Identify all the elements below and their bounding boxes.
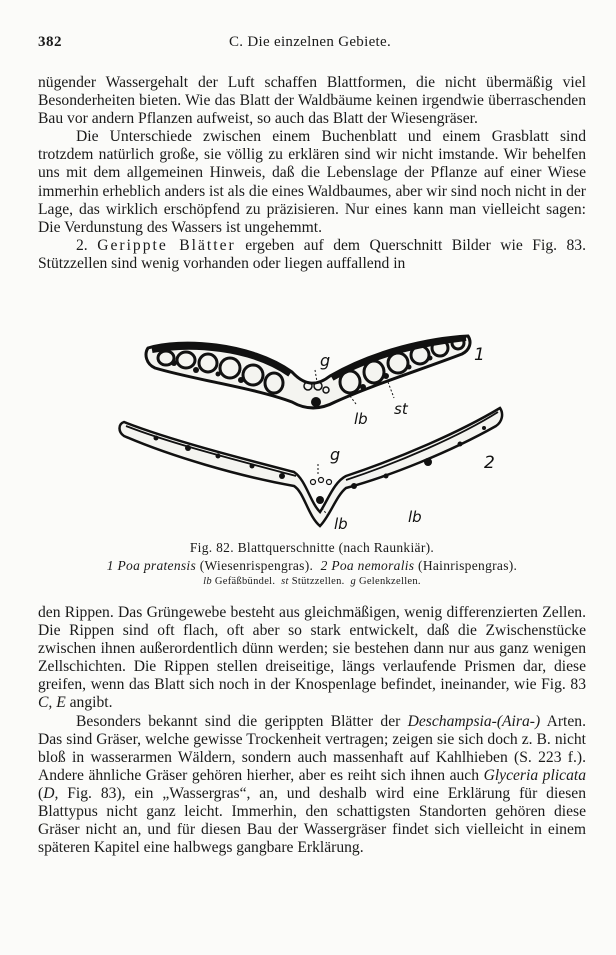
figure-caption-title: Fig. 82. Blattquerschnitte (nach Raunkiär). bbox=[189, 540, 435, 555]
leaf-section-1 bbox=[146, 336, 470, 408]
text-block-top bbox=[38, 74, 586, 273]
figure-leaf-cross-sections bbox=[110, 330, 510, 535]
text-block-bottom bbox=[38, 604, 586, 857]
paragraph-rest: ergeben auf dem Querschnitt Bilder wie Fig. 83. Stützzellen sind wenig vorhanden oder liegen auffallend in bbox=[38, 236, 587, 272]
fig-ref-d: D, bbox=[43, 784, 59, 802]
label-st: st bbox=[394, 400, 408, 418]
running-title: C. Die einzelnen Gebiete. bbox=[228, 34, 392, 50]
legend-lb: lb bbox=[203, 576, 212, 587]
figure-caption-species bbox=[38, 558, 586, 574]
label-g-top: g bbox=[320, 351, 331, 370]
caption-species-1: Poa pratensis bbox=[117, 558, 197, 573]
legend-g: g bbox=[350, 576, 357, 587]
paragraph-rippen bbox=[38, 604, 586, 713]
legend-st: st bbox=[281, 576, 289, 587]
caption-species-2: Poa nemoralis bbox=[331, 558, 415, 573]
paragraph-deschampsia-a: Besonders bekannt sind die gerippten Blätter der bbox=[76, 712, 408, 730]
legend-st-text: Stützzellen. bbox=[288, 576, 345, 587]
label-number-1: 1 bbox=[474, 345, 485, 365]
label-number-2: 2 bbox=[484, 453, 495, 473]
genus-deschampsia: Deschampsia-(Aira-) bbox=[407, 712, 541, 730]
figure-caption-legend bbox=[38, 576, 586, 587]
paragraph-gerippte-blaetter bbox=[38, 237, 586, 273]
fig-ref-ce: C, E bbox=[38, 694, 66, 712]
paragraph-deschampsia-c: ( bbox=[38, 784, 44, 802]
paragraph-rippen-end: angibt. bbox=[65, 694, 113, 712]
figure-drawing bbox=[110, 330, 510, 535]
list-number: 2. bbox=[76, 236, 88, 254]
paragraph-deschampsia-b: Arten. Das sind Gräser, welche gewisse Trockenheit vertragen; zeigen sie sich doch z. B. nicht bloß in wasserarmen Wäldern, sondern auch massenhaft auf Kahlhieben (S. 223 f.). Andere ähnliche Gräser gehören hierher, aber es reiht sich ihnen auch bbox=[38, 712, 586, 784]
species-glyceria: Glyceria plicata bbox=[483, 766, 586, 784]
legend-lb-text: Gefäßbündel. bbox=[211, 576, 276, 587]
paragraph-continuation: nügender Wassergehalt der Luft schaffen Blattformen, die nicht übermäßig viel Besonderheiten bieten. Wie das Blatt der Waldbäume keinen irgendwie überraschenden Bau vor andern Pflanzen aufweist, so auch das Blatt der Wiesengräser. bbox=[38, 74, 586, 128]
leaf-section-2 bbox=[120, 408, 503, 526]
paragraph-rippen-text: den Rippen. Das Grüngewebe besteht aus gleichmäßigen, wenig differenzierten Zellen. Die Rippen sind oft flach, oft aber so stark entwickelt, daß die Zwischenstücke zwischen ihnen außerordentlich dünn werden; sie bestehen dann nur aus ganz wenigen Zellschichten. Die Rippen stellen dreiseitige, längs verlaufende Prismen dar, diese greifen, wenn das Blatt sich noch in der Knospenlage befindet, ineinander, wie Fig. 83 bbox=[38, 604, 586, 694]
caption-common-1: (Wiesenrispengras). bbox=[196, 558, 314, 573]
page-number: 382 bbox=[38, 34, 62, 50]
caption-item-1-number: 1 bbox=[106, 558, 114, 573]
caption-common-2: (Hainrispengras). bbox=[414, 558, 518, 573]
spaced-heading: Gerippte Blätter bbox=[97, 236, 236, 254]
label-lb-top: lb bbox=[354, 410, 368, 428]
label-lb-bottom-left: lb bbox=[334, 515, 348, 533]
label-lb-bottom-right: lb bbox=[408, 508, 422, 526]
legend-g-text: Gelenkzellen. bbox=[356, 576, 421, 587]
paragraph-deschampsia-d: Fig. 83), ein „Wassergras“, an, und deshalb wird eine Erklärung für diesen Blattypus nicht ganz leicht. Immerhin, den schattigsten Standorten gehören diese Gräser nicht an, und für diesen Bau der Wassergräser findet sich vielleicht in einem späteren Kapitel eine halbwegs gangbare Erklärung. bbox=[38, 784, 586, 857]
paragraph-unterschiede: Die Unterschiede zwischen einem Buchenblatt und einem Grasblatt sind trotzdem natürlich große, sie völlig zu erklären sind wir nicht imstande. Wir behelfen uns mit dem allgemeinen Hinweis, daß die Lebenslage der Pflanze auf einer Wiese immerhin erheblich anders ist als die eines Waldbaumes, aber wir sind noch nicht in der Lage, das wirklich erschöpfend zu präzisieren. Nur eines kann man vielleicht sagen: Die Verdunstung des Wassers ist ungehemmt. bbox=[38, 128, 586, 236]
paragraph-deschampsia bbox=[38, 713, 586, 858]
label-g-bottom: g bbox=[330, 445, 341, 464]
caption-item-2-number: 2 bbox=[320, 558, 328, 573]
page-header bbox=[38, 34, 582, 54]
